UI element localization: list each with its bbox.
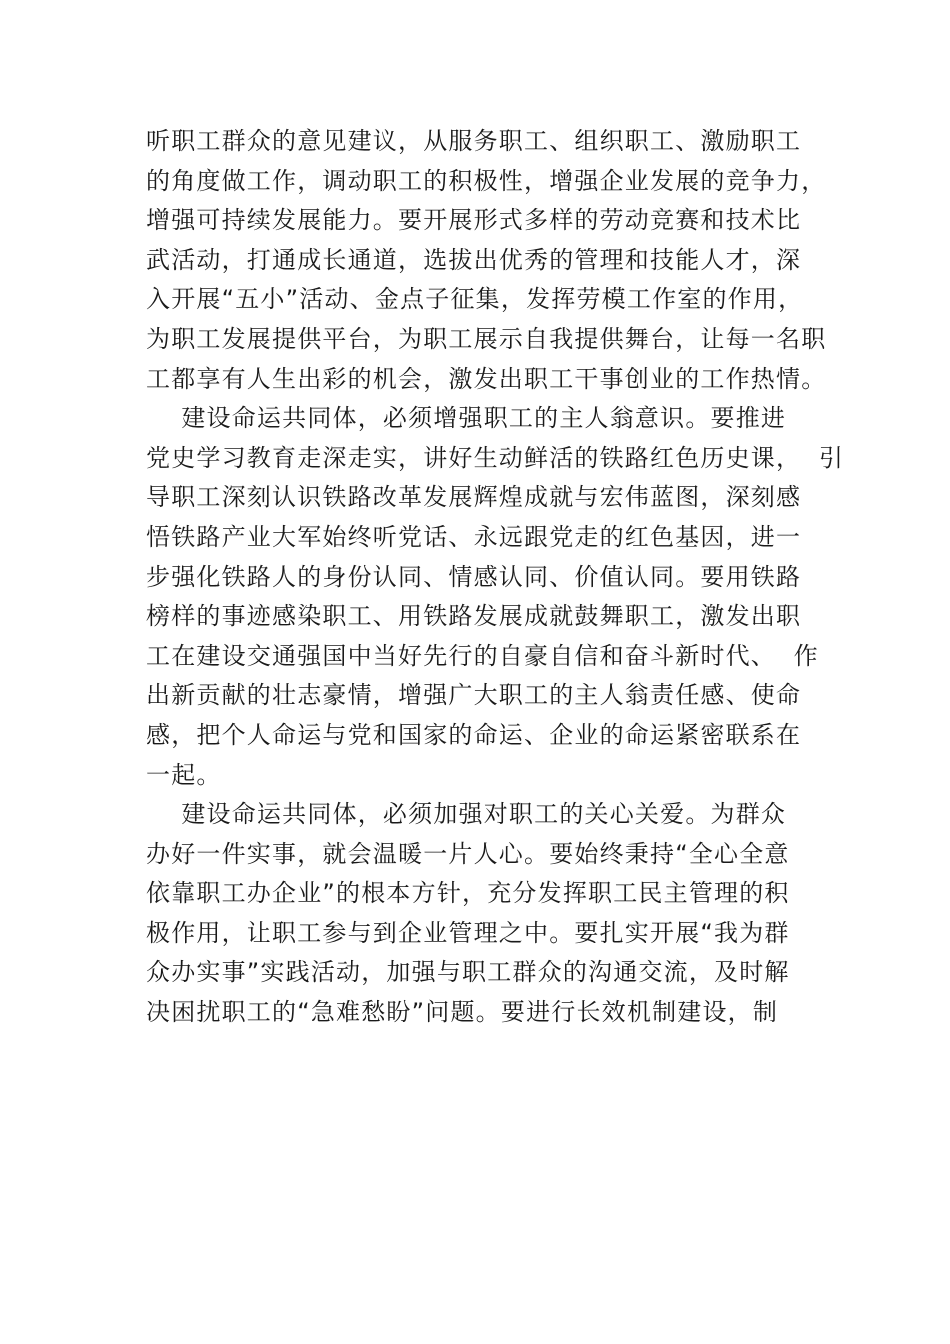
body-text (146, 122, 845, 1033)
text-line: 的角度做工作，调动职工的积极性，增强企业发展的竞争力， (146, 166, 827, 195)
text-line: 武活动，打通成长通道，选拔出优秀的管理和技能人才，深 (146, 245, 802, 274)
text-line: 办好一件实事，就会温暖一片人心。要始终秉持“全心全意 (146, 839, 790, 868)
text-line: 榜样的事迹感染职工、用铁路发展成就鼓舞职工，激发出职 (146, 602, 802, 631)
text-line: 感，把个人命运与党和国家的命运、企业的命运紧密联系在 (146, 720, 802, 749)
text-line: 步强化铁路人的身份认同、情感认同、价值认同。要用铁路 (146, 562, 802, 591)
text-line: 悟铁路产业大军始终听党话、永远跟党走的红色基因，进一 (146, 522, 802, 551)
text-line: 入开展“五小”活动、金点子征集，发挥劳模工作室的作用， (146, 285, 804, 314)
text-line: 为职工发展提供平台，为职工展示自我提供舞台，让每一名职 (146, 324, 827, 353)
text-line: 依靠职工办企业”的根本方针，充分发挥职工民主管理的积 (146, 879, 790, 908)
text-line: 极作用，让职工参与到企业管理之中。要扎实开展“我为群 (146, 918, 790, 947)
text-line: 增强可持续发展能力。要开展形式多样的劳动竞赛和技术比 (146, 206, 802, 235)
text-line: 工在建设交通强国中当好先行的自豪自信和奋斗新时代、 作 (146, 641, 819, 670)
text-line: 听职工群众的意见建议，从服务职工、组织职工、激励职工 (146, 127, 802, 155)
text-line: 决困扰职工的“急难愁盼”问题。要进行长效机制建设，制 (146, 998, 779, 1027)
text-line: 党史学习教育走深走实，讲好生动鲜活的铁路红色历史课， 引 (146, 443, 845, 472)
text-line: 出新贡献的壮志豪情，增强广大职工的主人翁责任感、使命 (146, 681, 802, 710)
text-line: 建设命运共同体，必须增强职工的主人翁意识。要推进 (146, 404, 787, 433)
text-line: 一起。 (146, 760, 222, 789)
text-line: 导职工深刻认识铁路改革发展辉煌成就与宏伟蓝图，深刻感 (146, 483, 802, 512)
text-line: 众办实事”实践活动，加强与职工群众的沟通交流，及时解 (146, 958, 790, 987)
text-line: 工都享有人生出彩的机会，激发出职工干事创业的工作热情。 (146, 364, 827, 393)
text-line: 建设命运共同体，必须加强对职工的关心关爱。为群众 (146, 800, 787, 829)
